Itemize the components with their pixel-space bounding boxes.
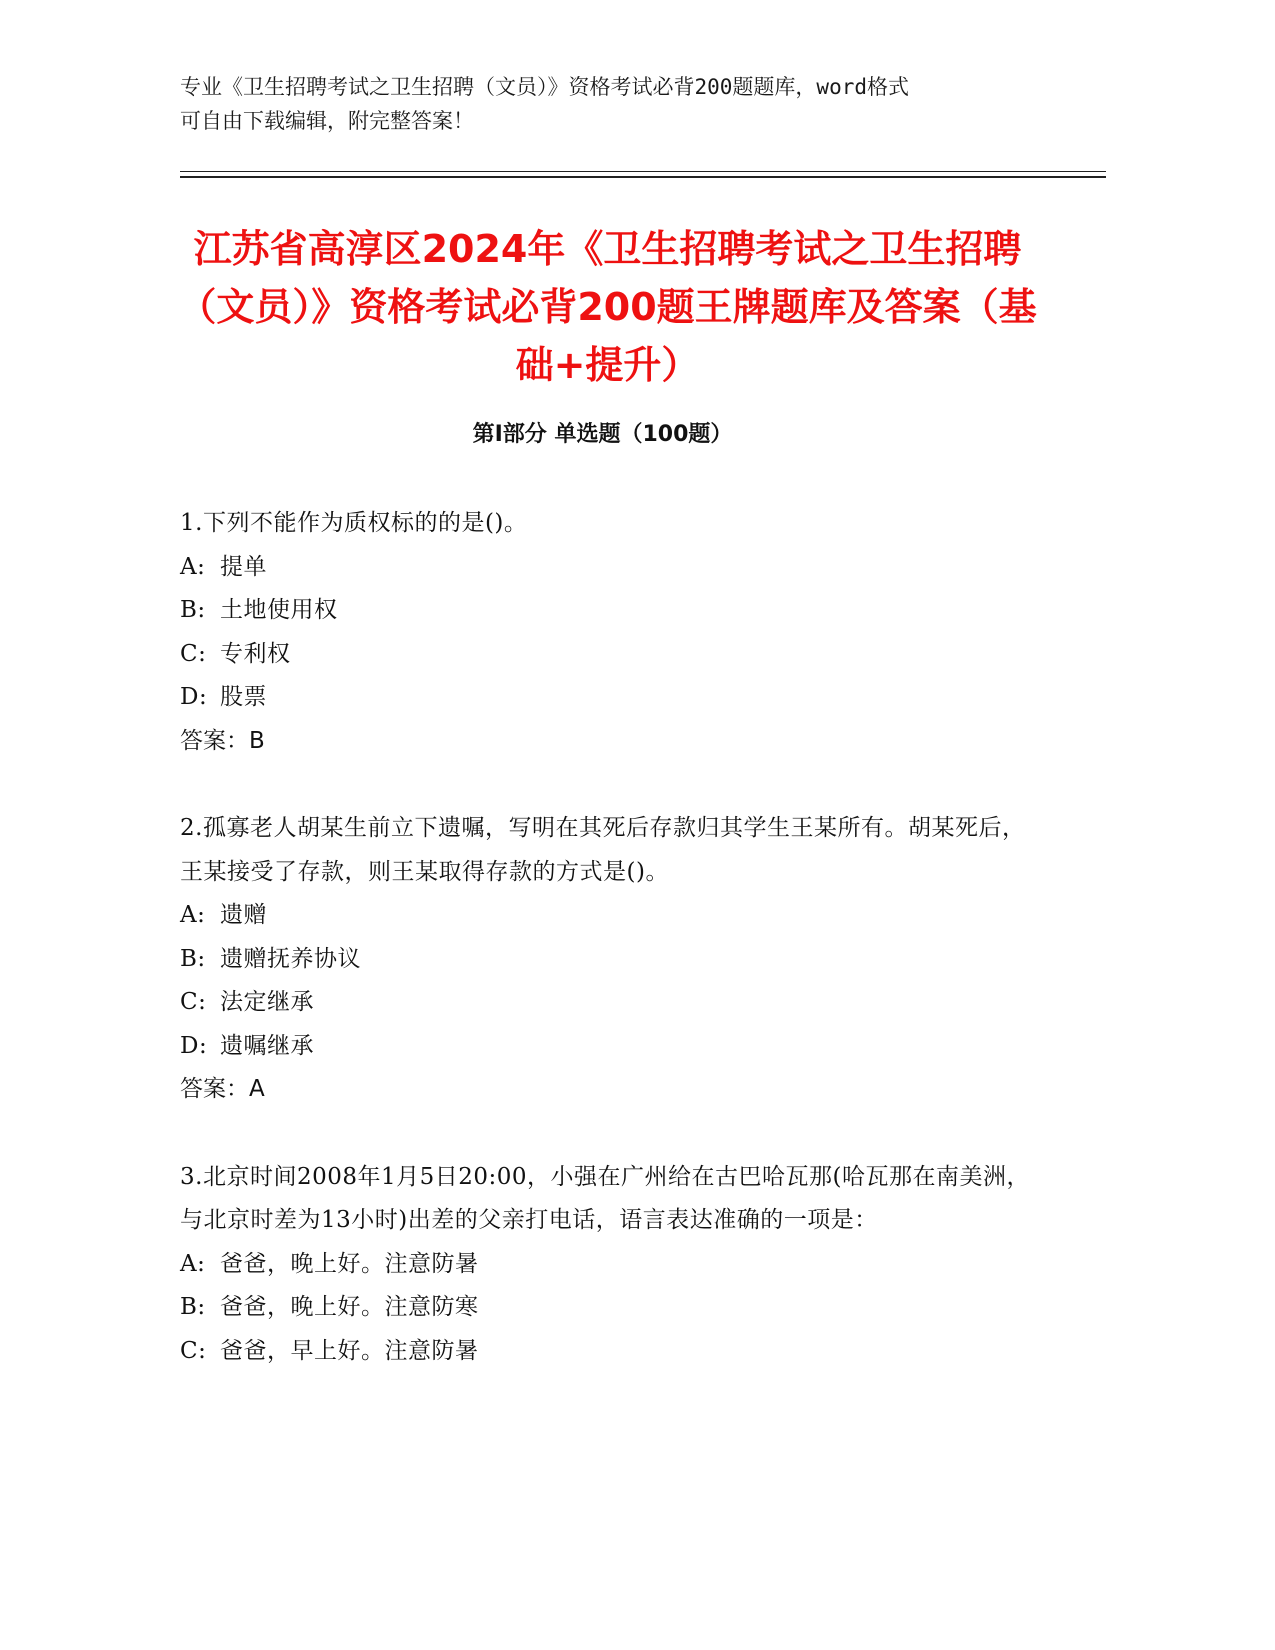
document-title: 江苏省高淳区2024年《卫生招聘考试之卫生招聘（文员）》资格考试必背200题王牌题库及答案（基础+提升） — [178, 227, 1037, 387]
header-divider-thin — [180, 171, 1106, 172]
header-note — [180, 70, 1080, 138]
option-a — [180, 894, 1040, 938]
option-text: 土地使用权 — [220, 597, 338, 623]
option-text: 专利权 — [220, 640, 291, 667]
question-stem: 1.下列不能作为质权标的的是()。 — [180, 510, 528, 536]
option-b — [180, 1286, 1040, 1330]
option-c — [180, 1330, 1040, 1374]
option-text: 遗赠抚养协议 — [220, 945, 361, 972]
question-3 — [180, 1156, 1040, 1374]
answer-line: 答案：A — [180, 1076, 265, 1102]
option-letter: C: — [180, 989, 207, 1015]
option-letter: D: — [180, 684, 208, 710]
question-list — [180, 502, 1040, 1417]
option-d — [180, 676, 1040, 720]
option-c — [180, 981, 1040, 1025]
option-text: 股票 — [220, 684, 267, 710]
option-letter: A: — [180, 902, 206, 928]
option-text: 爸爸，早上好。注意防暑 — [220, 1337, 479, 1364]
option-d — [180, 1025, 1040, 1069]
option-letter: B: — [180, 597, 206, 623]
option-c — [180, 633, 1040, 677]
option-text: 提单 — [220, 553, 267, 580]
option-a — [180, 1243, 1040, 1287]
header-note-line2: 可自由下载编辑，附完整答案！ — [180, 109, 474, 133]
option-b — [180, 938, 1040, 982]
option-letter: C: — [180, 1337, 207, 1364]
question-stem: 2.孤寡老人胡某生前立下遗嘱，写明在其死后存款归其学生王某所有。胡某死后，王某接受了存款，则王某取得存款的方式是()。 — [180, 815, 1026, 885]
option-letter: B: — [180, 945, 206, 972]
option-a — [180, 546, 1040, 590]
option-text: 遗嘱继承 — [220, 1032, 314, 1059]
option-letter: C: — [180, 640, 207, 667]
option-b — [180, 589, 1040, 633]
question-2 — [180, 807, 1040, 1112]
question-1 — [180, 502, 1040, 763]
option-letter: B: — [180, 1294, 206, 1320]
answer-line: 答案：B — [180, 727, 265, 754]
option-letter: A: — [180, 553, 206, 580]
option-letter: D: — [180, 1032, 208, 1059]
header-divider-thick — [180, 176, 1106, 178]
option-text: 法定继承 — [220, 989, 314, 1015]
option-text: 爸爸，晚上好。注意防寒 — [220, 1294, 479, 1320]
section-heading: 第Ⅰ部分 单选题（100题） — [472, 422, 733, 447]
header-note-line1: 专业《卫生招聘考试之卫生招聘（文员）》资格考试必背200题题库，word格式 — [180, 75, 909, 99]
question-stem: 3.北京时间2008年1月5日20:00，小强在广州给在古巴哈瓦那(哈瓦那在南美洲，与北京时差为13小时)出差的父亲打电话，语言表达准确的一项是： — [180, 1163, 1030, 1233]
option-text: 爸爸，晚上好。注意防暑 — [220, 1250, 479, 1277]
option-text: 遗赠 — [220, 902, 267, 928]
option-letter: A: — [180, 1250, 206, 1277]
